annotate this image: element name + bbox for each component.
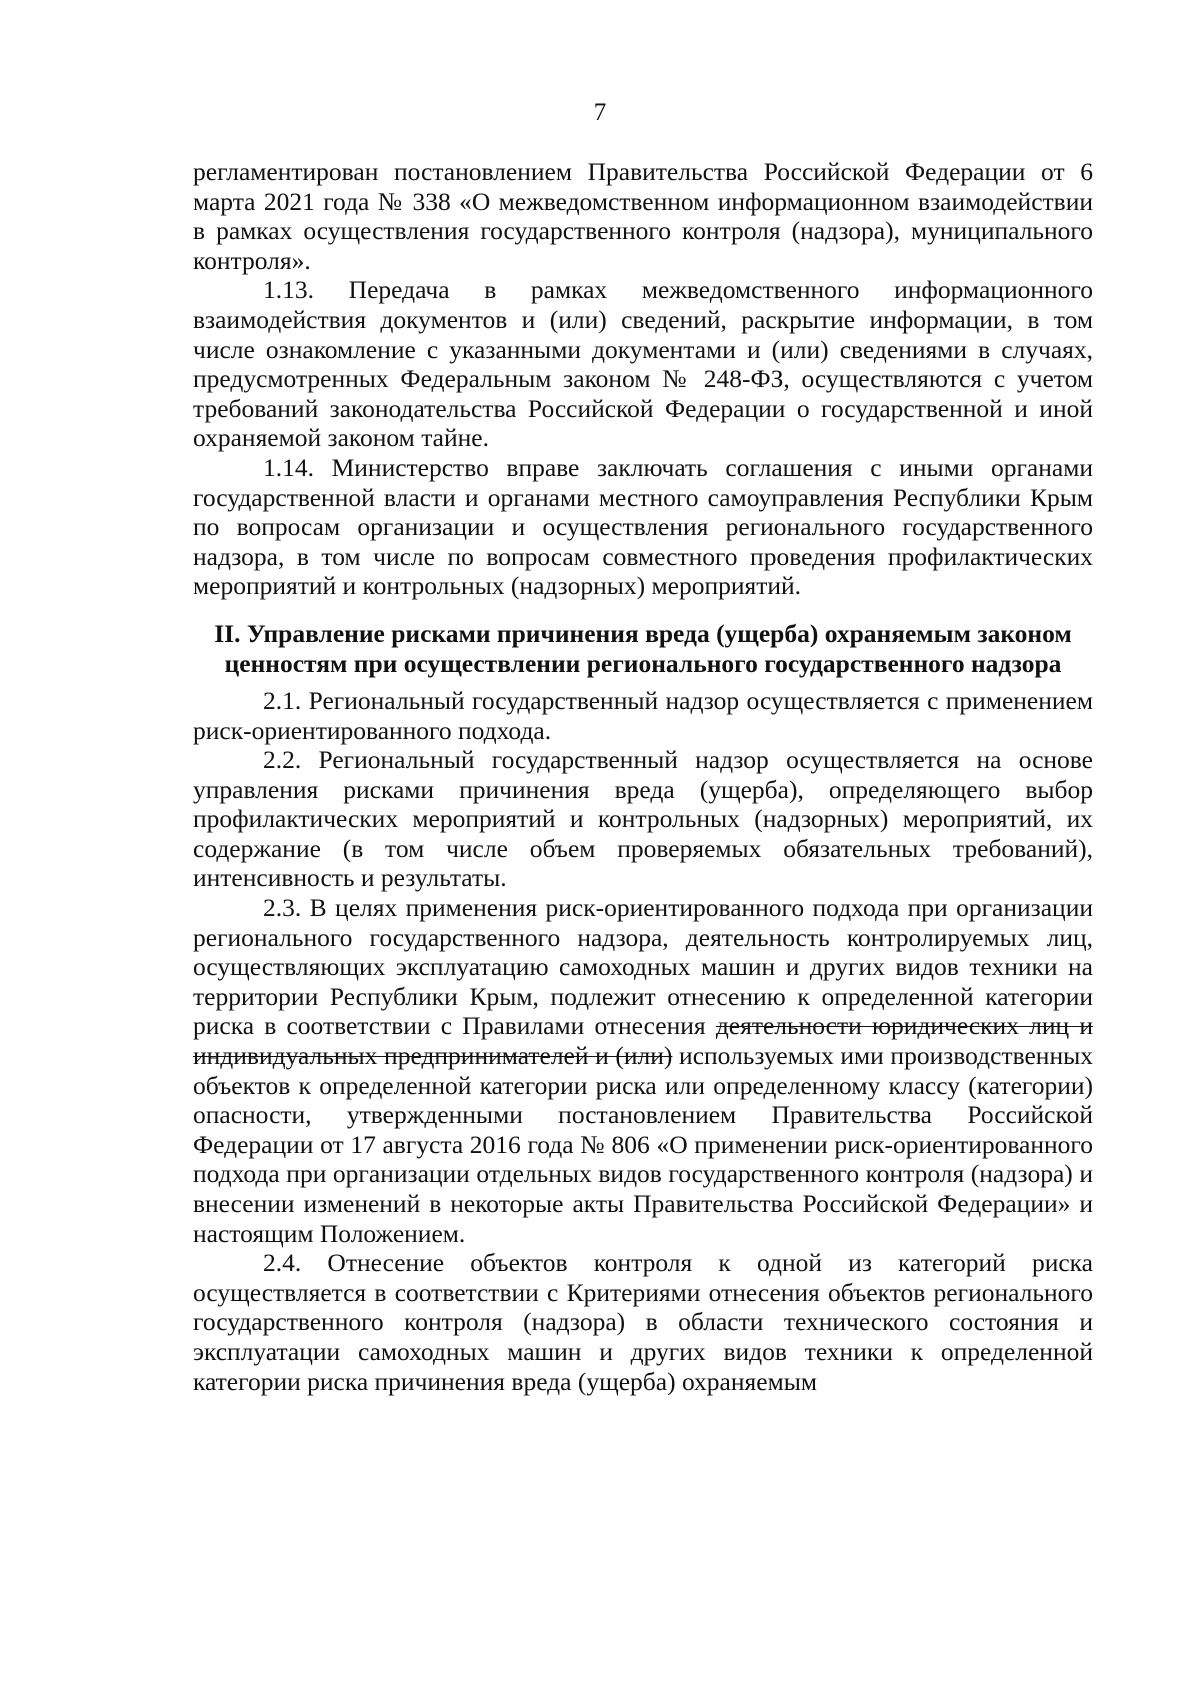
paragraph-1-13: 1.13. Передача в рамках межведомственного информационного взаимодействия документов и (или) сведений, раскрытие информации, в том числе ознакомление с указанными документами и (или) сведениями в случаях, предусмотренных Федеральным законом № 248-ФЗ, осуществляются с учетом требований законодательства Российской Федерации о государственной и иной охраняемой законом тайне. xyxy=(193,275,1093,453)
paragraph-1-14: 1.14. Министерство вправе заключать соглашения с иными органами государственной власти и органами местного самоуправления Республики Крым по вопросам организации и осуществления регионального государственного надзора, в том числе по вопросам совместного проведения профилактических мероприятий и контрольных (надзорных) мероприятий. xyxy=(193,452,1093,601)
page-number: 7 xyxy=(593,99,607,126)
paragraph-2-4: 2.4. Отнесение объектов контроля к одной из категорий риска осуществляется в соответствии с Критериями отнесения объектов регионального государственного контроля (надзора) в области технического состояния и эксплуатации самоходных машин и других видов техники к определенной категории риска причинения вреда (ущерба) охраняемым xyxy=(193,1248,1093,1396)
paragraph-2-1: 2.1. Региональный государственный надзор осуществляется с применением риск-ориентированного подхода. xyxy=(193,685,1093,745)
paragraph-2-3-part-b: используемых ими производственных объектов к определенной категории риска или определенному классу (категории) опасности, утвержденными постановлением Правительства Российской Федерации от 17 августа 2016 года № 806 «О применении риск-ориентированного подхода при организации отдельных видов государственного контроля (надзора) и внесении изменений в некоторые акты Правительства Российской Федерации» и настоящим Положением. xyxy=(193,1041,1093,1248)
paragraph-continuation: регламентирован постановлением Правительства Российской Федерации от 6 марта 2021 года № 338 «О межведомственном информационном взаимодействии в рамках осуществления государственного контроля (надзора), муниципального контроля». xyxy=(193,157,1093,275)
paragraph-2-3-part-a: 2.3. В целях применения риск-ориентированного подхода при организации регионального государственного надзора, деятельность контролируемых лиц, осуществляющих эксплуатацию самоходных машин и других видов техники на территории Республики Крым, подлежит отнесению к определенной категории риска в соответствии с Правилами отнесения xyxy=(193,893,1093,1041)
paragraph-2-3 xyxy=(193,893,1093,1248)
paragraph-2-2: 2.2. Региональный государственный надзор осуществляется на основе управления рисками причинения вреда (ущерба), определяющего выбор профилактических мероприятий и контрольных (надзорных) мероприятий, их содержание (в том числе объем проверяемых обязательных требований), интенсивность и результаты. xyxy=(193,745,1093,893)
document-body xyxy=(193,157,1093,1396)
struck-through-text: деятельности юридических лиц и индивидуальных предпринимателей и (или) xyxy=(193,1011,1094,1071)
section-heading-2: II. Управление рисками причинения вреда (ущерба) охраняемым законом ценностям при осуществлении регионального государственного надзора xyxy=(214,618,1072,679)
